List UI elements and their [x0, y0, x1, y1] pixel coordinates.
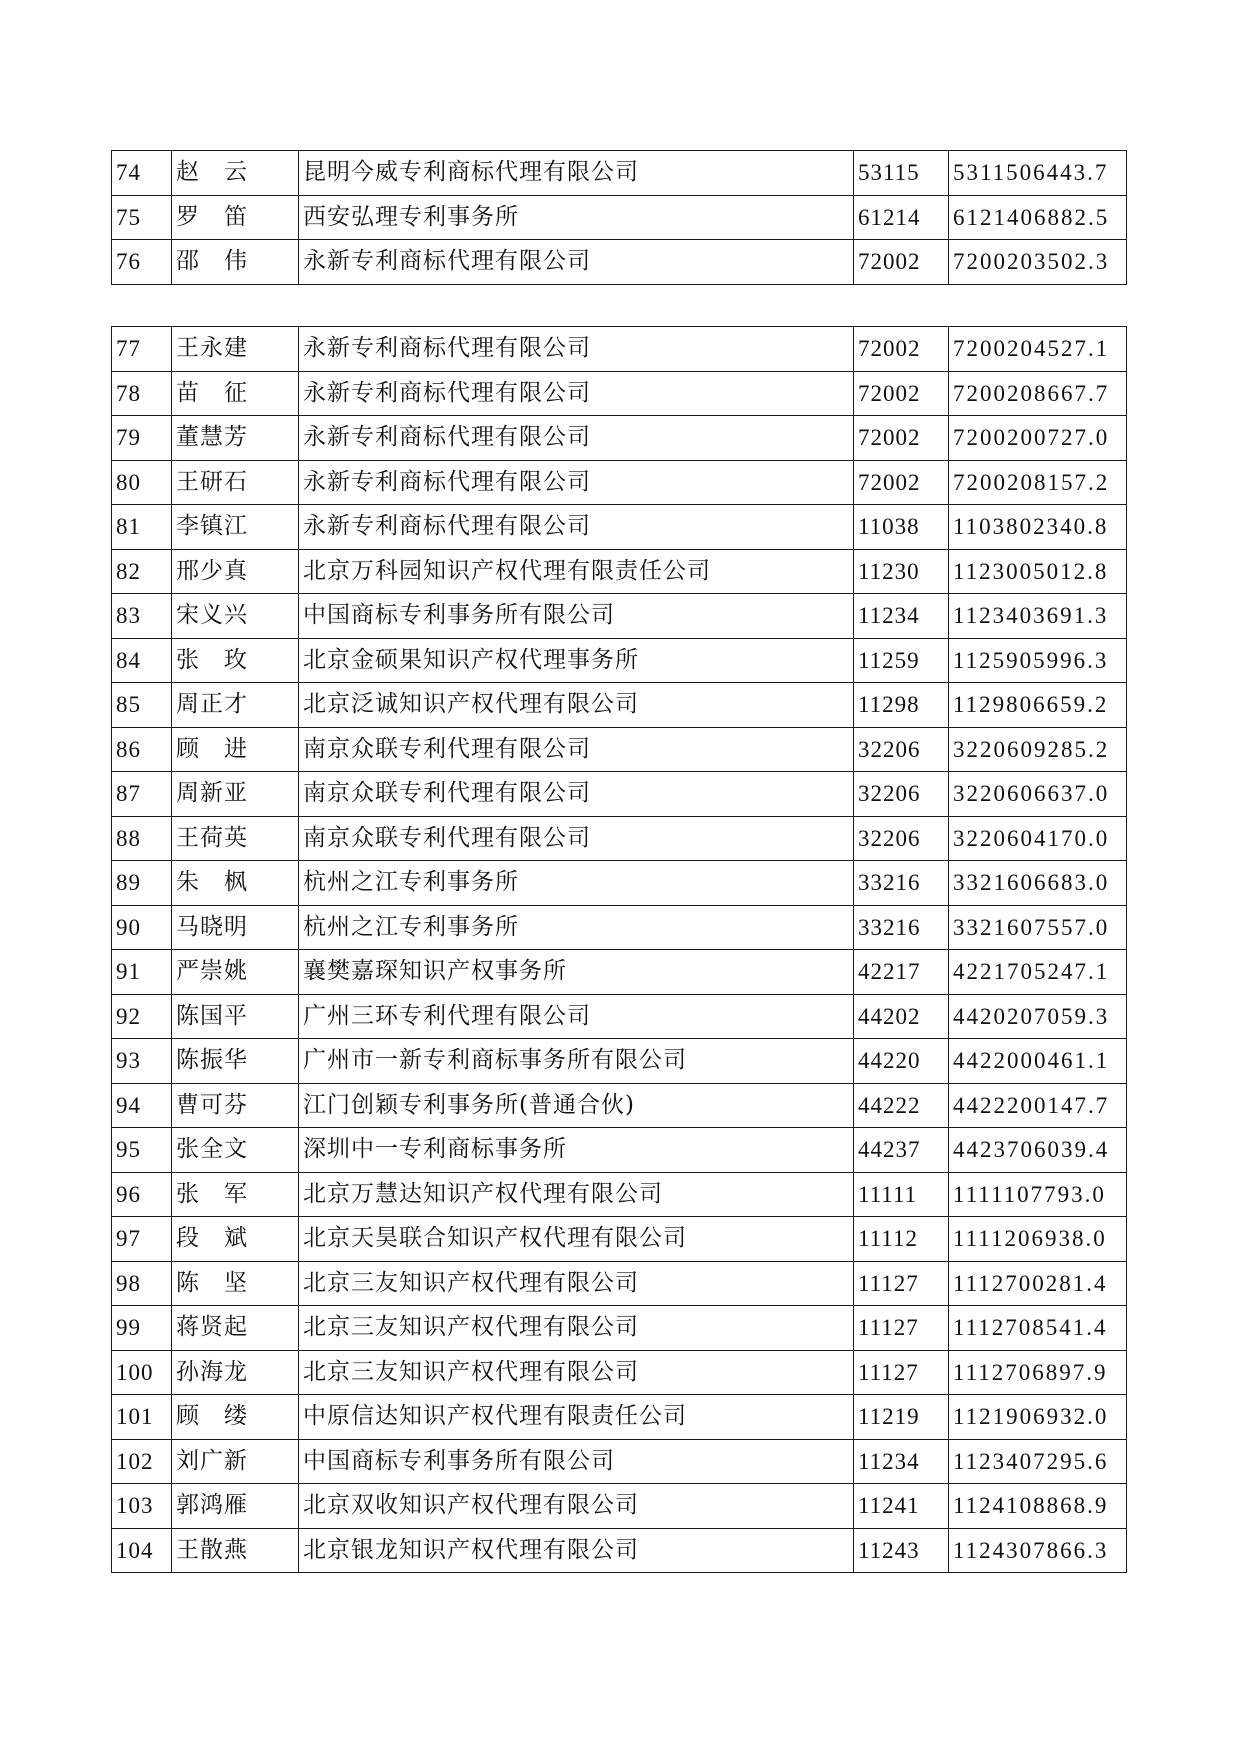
agency-name-cell: 永新专利商标代理有限公司 [299, 327, 854, 372]
table-row [112, 460, 1127, 505]
agency-name-cell: 杭州之江专利事务所 [299, 905, 854, 950]
table-row [112, 1039, 1127, 1084]
agency-name-cell: 深圳中一专利商标事务所 [299, 1128, 854, 1173]
table-row [112, 371, 1127, 416]
agency-code-cell: 72002 [854, 371, 949, 416]
agent-name-cell: 王研石 [172, 460, 299, 505]
license-number-cell: 1121906932.0 [949, 1395, 1127, 1440]
agent-name-cell: 张 玫 [172, 638, 299, 683]
license-number-cell: 4221705247.1 [949, 950, 1127, 995]
table-row [112, 816, 1127, 861]
row-number-cell: 99 [112, 1306, 172, 1351]
agent-name-cell: 赵 云 [172, 151, 299, 196]
agency-code-cell: 72002 [854, 460, 949, 505]
row-number-cell: 89 [112, 861, 172, 906]
table-row [112, 1484, 1127, 1529]
table-row [112, 416, 1127, 461]
row-number-cell: 84 [112, 638, 172, 683]
license-number-cell: 1124307866.3 [949, 1528, 1127, 1573]
agency-name-cell: 北京三友知识产权代理有限公司 [299, 1261, 854, 1306]
license-number-cell: 1123407295.6 [949, 1439, 1127, 1484]
agency-name-cell: 昆明今威专利商标代理有限公司 [299, 151, 854, 196]
row-number-cell: 88 [112, 816, 172, 861]
agency-name-cell: 北京万科园知识产权代理有限责任公司 [299, 549, 854, 594]
license-number-cell: 1111107793.0 [949, 1172, 1127, 1217]
agent-name-cell: 张全文 [172, 1128, 299, 1173]
agency-name-cell: 北京双收知识产权代理有限公司 [299, 1484, 854, 1529]
license-number-cell: 5311506443.7 [949, 151, 1127, 196]
agency-name-cell: 杭州之江专利事务所 [299, 861, 854, 906]
row-number-cell: 82 [112, 549, 172, 594]
agency-code-cell: 11234 [854, 594, 949, 639]
agency-name-cell: 南京众联专利代理有限公司 [299, 727, 854, 772]
license-number-cell: 3220604170.0 [949, 816, 1127, 861]
agency-code-cell: 44222 [854, 1083, 949, 1128]
agency-code-cell: 72002 [854, 327, 949, 372]
agency-code-cell: 11243 [854, 1528, 949, 1573]
row-number-cell: 91 [112, 950, 172, 995]
agent-name-cell: 马晓明 [172, 905, 299, 950]
row-number-cell: 93 [112, 1039, 172, 1084]
agency-name-cell: 西安弘理专利事务所 [299, 195, 854, 240]
agency-code-cell: 11038 [854, 505, 949, 550]
agency-name-cell: 永新专利商标代理有限公司 [299, 240, 854, 285]
table-row [112, 1172, 1127, 1217]
agency-name-cell: 中国商标专利事务所有限公司 [299, 594, 854, 639]
row-number-cell: 85 [112, 683, 172, 728]
agency-code-cell: 44237 [854, 1128, 949, 1173]
license-number-cell: 1123005012.8 [949, 549, 1127, 594]
agency-code-cell: 11259 [854, 638, 949, 683]
agency-code-cell: 53115 [854, 151, 949, 196]
row-number-cell: 97 [112, 1217, 172, 1262]
license-number-cell: 4420207059.3 [949, 994, 1127, 1039]
agency-code-cell: 11127 [854, 1306, 949, 1351]
license-number-cell: 1111206938.0 [949, 1217, 1127, 1262]
agency-name-cell: 襄樊嘉琛知识产权事务所 [299, 950, 854, 995]
table-row [112, 683, 1127, 728]
row-number-cell: 94 [112, 1083, 172, 1128]
table-row [112, 638, 1127, 683]
agent-name-cell: 邢少真 [172, 549, 299, 594]
agent-name-cell: 严崇姚 [172, 950, 299, 995]
license-number-cell: 3220609285.2 [949, 727, 1127, 772]
row-number-cell: 83 [112, 594, 172, 639]
agent-name-cell: 蒋贤起 [172, 1306, 299, 1351]
table-row [112, 1395, 1127, 1440]
license-number-cell: 7200204527.1 [949, 327, 1127, 372]
table-row [112, 327, 1127, 372]
license-number-cell: 3321606683.0 [949, 861, 1127, 906]
license-number-cell: 1112706897.9 [949, 1350, 1127, 1395]
agency-name-cell: 永新专利商标代理有限公司 [299, 505, 854, 550]
license-number-cell: 1125905996.3 [949, 638, 1127, 683]
agent-name-cell: 张 军 [172, 1172, 299, 1217]
table-row [112, 505, 1127, 550]
agency-name-cell: 永新专利商标代理有限公司 [299, 460, 854, 505]
table-row [112, 1083, 1127, 1128]
agency-code-cell: 11298 [854, 683, 949, 728]
table-row [112, 1306, 1127, 1351]
agency-name-cell: 北京金硕果知识产权代理事务所 [299, 638, 854, 683]
agent-name-cell: 罗 笛 [172, 195, 299, 240]
agency-code-cell: 72002 [854, 240, 949, 285]
agency-code-cell: 32206 [854, 816, 949, 861]
license-number-cell: 1112708541.4 [949, 1306, 1127, 1351]
license-number-cell: 4423706039.4 [949, 1128, 1127, 1173]
row-number-cell: 76 [112, 240, 172, 285]
agency-name-cell: 北京银龙知识产权代理有限公司 [299, 1528, 854, 1573]
row-number-cell: 74 [112, 151, 172, 196]
agent-name-cell: 邵 伟 [172, 240, 299, 285]
agency-code-cell: 61214 [854, 195, 949, 240]
row-number-cell: 81 [112, 505, 172, 550]
agency-code-cell: 11112 [854, 1217, 949, 1262]
row-number-cell: 80 [112, 460, 172, 505]
table-row [112, 594, 1127, 639]
agent-name-cell: 段 斌 [172, 1217, 299, 1262]
row-number-cell: 79 [112, 416, 172, 461]
agency-name-cell: 南京众联专利代理有限公司 [299, 816, 854, 861]
agency-code-cell: 44202 [854, 994, 949, 1039]
agent-name-cell: 孙海龙 [172, 1350, 299, 1395]
agent-name-cell: 王荷英 [172, 816, 299, 861]
table-row [112, 1350, 1127, 1395]
agency-code-cell: 11127 [854, 1350, 949, 1395]
agency-code-cell: 11234 [854, 1439, 949, 1484]
row-number-cell: 103 [112, 1484, 172, 1529]
agency-code-cell: 11241 [854, 1484, 949, 1529]
agency-code-cell: 11111 [854, 1172, 949, 1217]
row-number-cell: 101 [112, 1395, 172, 1440]
table-row [112, 772, 1127, 817]
row-number-cell: 78 [112, 371, 172, 416]
agency-name-cell: 中国商标专利事务所有限公司 [299, 1439, 854, 1484]
row-number-cell: 104 [112, 1528, 172, 1573]
agency-code-cell: 11219 [854, 1395, 949, 1440]
agency-code-cell: 72002 [854, 416, 949, 461]
agent-name-cell: 李镇江 [172, 505, 299, 550]
agency-name-cell: 北京三友知识产权代理有限公司 [299, 1306, 854, 1351]
agency-code-cell: 33216 [854, 905, 949, 950]
agency-name-cell: 北京三友知识产权代理有限公司 [299, 1350, 854, 1395]
table-row [112, 195, 1127, 240]
agent-name-cell: 王散燕 [172, 1528, 299, 1573]
agency-name-cell: 南京众联专利代理有限公司 [299, 772, 854, 817]
license-number-cell: 7200200727.0 [949, 416, 1127, 461]
agent-name-cell: 刘广新 [172, 1439, 299, 1484]
agent-name-cell: 苗 征 [172, 371, 299, 416]
license-number-cell: 1123403691.3 [949, 594, 1127, 639]
agent-table-part-2 [111, 326, 1127, 1573]
agency-name-cell: 中原信达知识产权代理有限责任公司 [299, 1395, 854, 1440]
license-number-cell: 3321607557.0 [949, 905, 1127, 950]
table-row [112, 1439, 1127, 1484]
agency-name-cell: 北京万慧达知识产权代理有限公司 [299, 1172, 854, 1217]
agency-code-cell: 32206 [854, 727, 949, 772]
table-row [112, 1528, 1127, 1573]
row-number-cell: 98 [112, 1261, 172, 1306]
agency-name-cell: 北京泛诚知识产权代理有限公司 [299, 683, 854, 728]
agency-name-cell: 北京天昊联合知识产权代理有限公司 [299, 1217, 854, 1262]
agency-name-cell: 永新专利商标代理有限公司 [299, 371, 854, 416]
agent-name-cell: 宋义兴 [172, 594, 299, 639]
row-number-cell: 87 [112, 772, 172, 817]
license-number-cell: 6121406882.5 [949, 195, 1127, 240]
license-number-cell: 4422200147.7 [949, 1083, 1127, 1128]
agency-code-cell: 11230 [854, 549, 949, 594]
license-number-cell: 1103802340.8 [949, 505, 1127, 550]
row-number-cell: 92 [112, 994, 172, 1039]
agent-name-cell: 曹可芬 [172, 1083, 299, 1128]
license-number-cell: 3220606637.0 [949, 772, 1127, 817]
table-row [112, 549, 1127, 594]
agent-name-cell: 陈国平 [172, 994, 299, 1039]
agency-code-cell: 42217 [854, 950, 949, 995]
license-number-cell: 7200208157.2 [949, 460, 1127, 505]
agent-name-cell: 陈振华 [172, 1039, 299, 1084]
license-number-cell: 1112700281.4 [949, 1261, 1127, 1306]
table-row [112, 1217, 1127, 1262]
table-row [112, 240, 1127, 285]
license-number-cell: 7200203502.3 [949, 240, 1127, 285]
row-number-cell: 102 [112, 1439, 172, 1484]
table-row [112, 727, 1127, 772]
agency-code-cell: 44220 [854, 1039, 949, 1084]
agent-name-cell: 董慧芳 [172, 416, 299, 461]
table-row [112, 1128, 1127, 1173]
row-number-cell: 100 [112, 1350, 172, 1395]
agency-code-cell: 32206 [854, 772, 949, 817]
table-row [112, 1261, 1127, 1306]
agent-name-cell: 郭鸿雁 [172, 1484, 299, 1529]
agent-name-cell: 周正才 [172, 683, 299, 728]
agent-name-cell: 周新亚 [172, 772, 299, 817]
agent-name-cell: 顾 缕 [172, 1395, 299, 1440]
agency-name-cell: 广州市一新专利商标事务所有限公司 [299, 1039, 854, 1084]
table-row [112, 905, 1127, 950]
agent-name-cell: 顾 进 [172, 727, 299, 772]
agency-code-cell: 11127 [854, 1261, 949, 1306]
row-number-cell: 96 [112, 1172, 172, 1217]
agency-code-cell: 33216 [854, 861, 949, 906]
agent-name-cell: 陈 坚 [172, 1261, 299, 1306]
agency-name-cell: 江门创颖专利事务所(普通合伙) [299, 1083, 854, 1128]
row-number-cell: 75 [112, 195, 172, 240]
agency-name-cell: 广州三环专利代理有限公司 [299, 994, 854, 1039]
table-row [112, 151, 1127, 196]
license-number-cell: 1129806659.2 [949, 683, 1127, 728]
table-row [112, 950, 1127, 995]
agent-name-cell: 王永建 [172, 327, 299, 372]
row-number-cell: 90 [112, 905, 172, 950]
row-number-cell: 95 [112, 1128, 172, 1173]
agent-table-part-1 [111, 150, 1127, 285]
license-number-cell: 1124108868.9 [949, 1484, 1127, 1529]
row-number-cell: 77 [112, 327, 172, 372]
agent-name-cell: 朱 枫 [172, 861, 299, 906]
table-row [112, 994, 1127, 1039]
license-number-cell: 4422000461.1 [949, 1039, 1127, 1084]
license-number-cell: 7200208667.7 [949, 371, 1127, 416]
row-number-cell: 86 [112, 727, 172, 772]
agency-name-cell: 永新专利商标代理有限公司 [299, 416, 854, 461]
table-row [112, 861, 1127, 906]
